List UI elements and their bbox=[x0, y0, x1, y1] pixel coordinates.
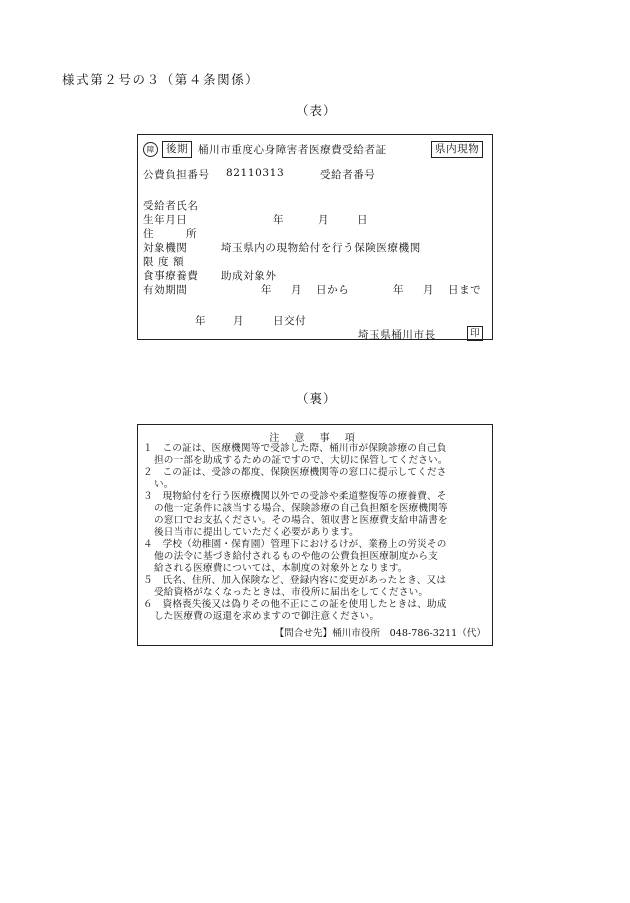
notice-line: １ この証は、医療機関等で受診した際、桶川市が保険診療の自己負 bbox=[143, 443, 447, 454]
valid-from-month-unit: 月 bbox=[291, 284, 303, 296]
notice-line: の窓口でお支払ください。その場合、領収書と医療費支給申請書を bbox=[154, 515, 448, 526]
kouhi-number-value: 82110313 bbox=[226, 167, 285, 179]
disability-seal-icon: 障 bbox=[143, 142, 158, 157]
notice-title: 注 意 事 項 bbox=[269, 433, 361, 444]
notice-line: 他の法令に基づき給付されるものや他の公費負担医療制度から支 bbox=[154, 551, 439, 562]
issue-day-unit: 日交付 bbox=[273, 315, 307, 327]
birth-day-unit: 日 bbox=[357, 214, 369, 226]
certificate-front-card bbox=[137, 134, 493, 340]
issuer-name: 埼玉県桶川市長 bbox=[358, 329, 436, 341]
address-label-part2: 所 bbox=[186, 228, 198, 240]
meal-cost-value: 助成対象外 bbox=[221, 270, 277, 282]
notice-line: 後日当市に提出していただく必要があります。 bbox=[154, 527, 359, 538]
notice-line: の他一定条件に該当する場合、保険診療の自己負担額を医療機関等 bbox=[154, 503, 448, 514]
koki-label-box: 後期 bbox=[162, 141, 192, 158]
recipient-number-label: 受給者番号 bbox=[320, 169, 376, 181]
certificate-title: 桶川市重度心身障害者医療費受給者証 bbox=[198, 144, 387, 156]
meal-cost-label: 食事療養費 bbox=[143, 270, 199, 282]
valid-from-day-unit: 日から bbox=[316, 284, 350, 296]
notice-line: した医療費の返還を求めますので御注意ください。 bbox=[154, 611, 380, 622]
notice-line: い。 bbox=[154, 479, 174, 490]
official-stamp-box: 印 bbox=[467, 326, 483, 341]
notice-line: ４ 学校（幼稚園・保育園）管理下におけるけが、業務上の労災その bbox=[143, 539, 447, 550]
kennai-genbutsu-box: 県内現物 bbox=[431, 141, 483, 158]
valid-to-day-unit: 日まで bbox=[448, 284, 482, 296]
target-institution-label: 対象機関 bbox=[143, 242, 188, 254]
notice-line: ３ 現物給付を行う医療機関以外での受診や柔道整復等の療養費、そ bbox=[143, 491, 447, 502]
front-side-heading: （表） bbox=[296, 103, 337, 118]
valid-to-month-unit: 月 bbox=[423, 284, 435, 296]
valid-to-year-unit: 年 bbox=[393, 284, 405, 296]
birth-year-unit: 年 bbox=[273, 214, 285, 226]
back-side-heading: （裏） bbox=[296, 391, 337, 406]
notice-line: ２ この証は、受診の都度、保険医療機関等の窓口に提示してくださ bbox=[143, 467, 447, 478]
notice-line: 担の一部を助成するための証ですので、大切に保管してください。 bbox=[154, 455, 448, 466]
issue-year-unit: 年 bbox=[195, 315, 207, 327]
certificate-back-card bbox=[137, 424, 493, 646]
notice-line: 給される医療費については、本制度の対象外となります。 bbox=[154, 563, 408, 574]
target-institution-value: 埼玉県内の現物給付を行う保険医療機関 bbox=[221, 242, 421, 254]
kouhi-number-label: 公費負担番号 bbox=[143, 169, 210, 181]
limit-amount-label: 限 度 額 bbox=[143, 256, 185, 268]
notice-line: ６ 資格喪失後又は偽りその他不正にこの証を使用したときは、助成 bbox=[143, 599, 447, 610]
birth-date-label: 生年月日 bbox=[143, 214, 188, 226]
validity-period-label: 有効期間 bbox=[143, 284, 188, 296]
contact-info: 【問合せ先】桶川市役所 048-786-3211（代） bbox=[274, 628, 486, 639]
address-label-part1: 住 bbox=[143, 228, 155, 240]
form-number: 様式第２号の３（第４条関係） bbox=[62, 72, 260, 87]
notice-line: ５ 氏名、住所、加入保険など、登録内容に変更があったとき、又は bbox=[143, 575, 447, 586]
notice-line: 受給資格がなくなったときは、市役所に届出をしてください。 bbox=[154, 587, 429, 598]
issue-month-unit: 月 bbox=[233, 315, 245, 327]
valid-from-year-unit: 年 bbox=[261, 284, 273, 296]
recipient-name-label: 受給者氏名 bbox=[143, 200, 199, 212]
birth-month-unit: 月 bbox=[318, 214, 330, 226]
